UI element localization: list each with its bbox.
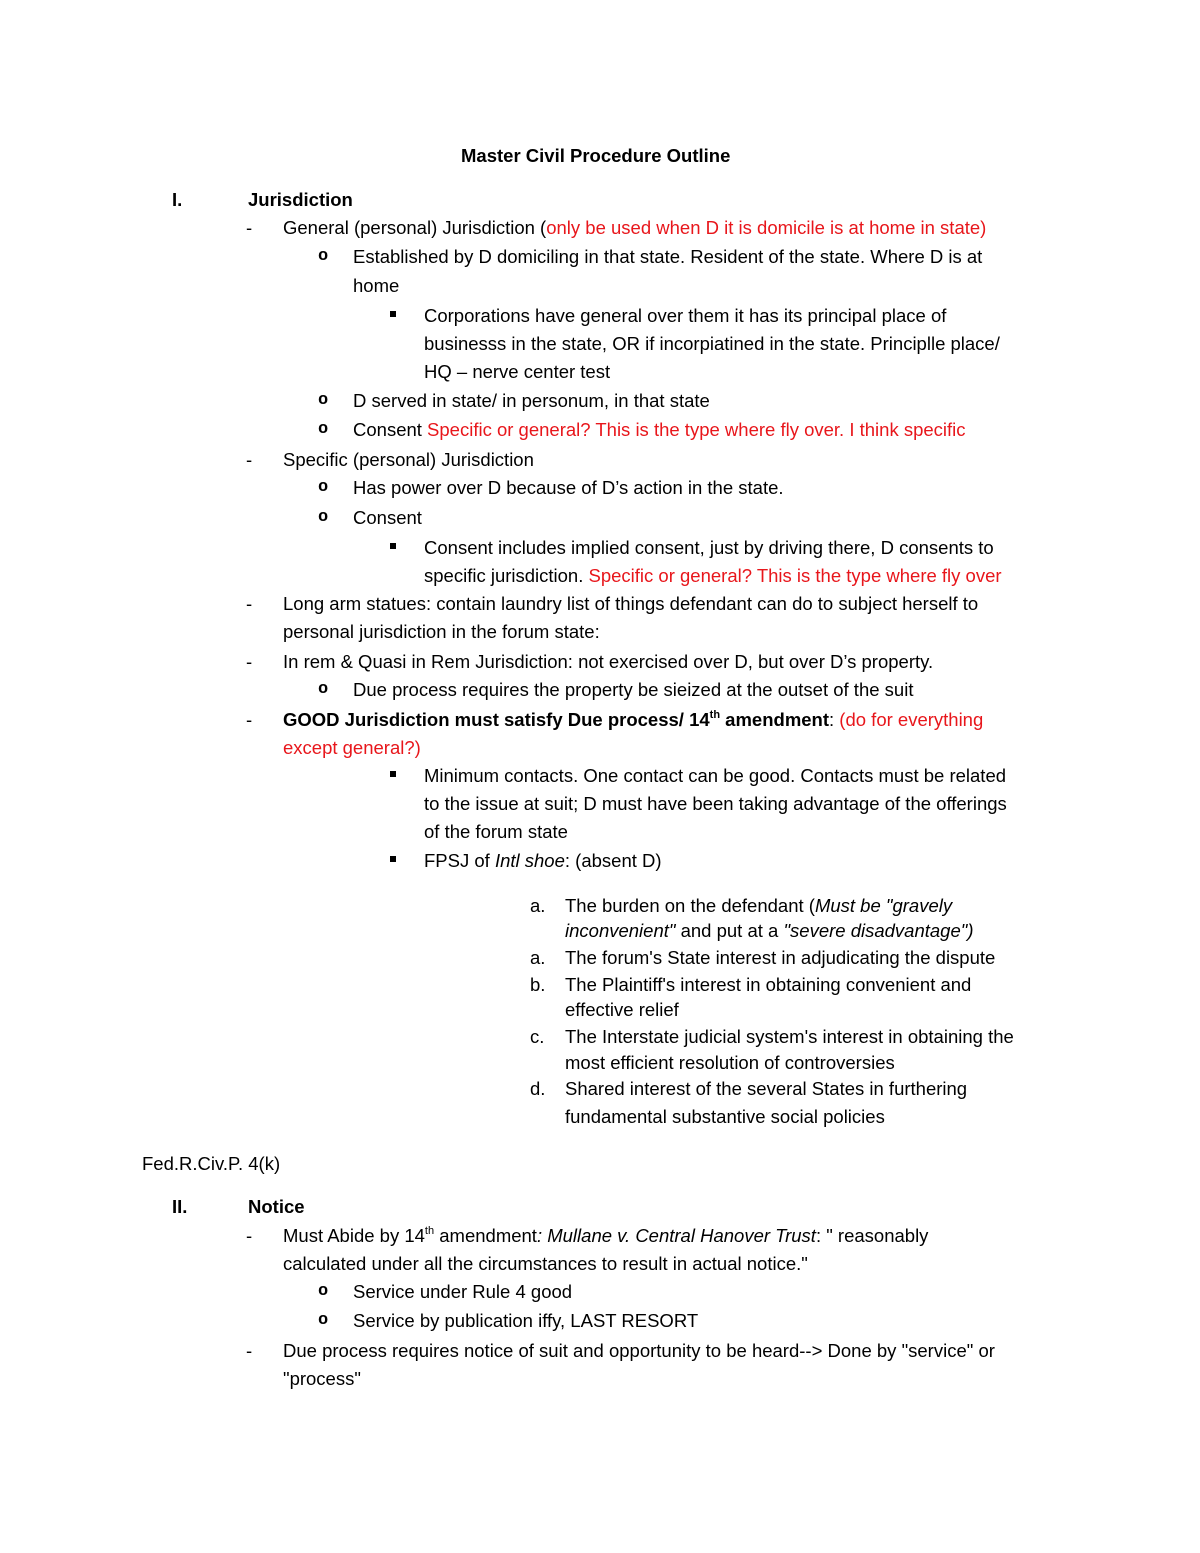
service-publication-item: Service by publication iffy, LAST RESORT xyxy=(353,1310,699,1331)
colon: : xyxy=(829,709,840,730)
section-heading-jurisdiction: Jurisdiction xyxy=(248,189,353,210)
section-numeral-1: I. xyxy=(172,189,183,210)
fpsj-item xyxy=(424,847,662,875)
fed-rule-reference: Fed.R.Civ.P. 4(k) xyxy=(142,1153,281,1174)
fpsj-case: Intl shoe xyxy=(494,850,565,871)
dash-bullet: - xyxy=(246,593,253,614)
superscript: th xyxy=(424,1224,435,1237)
due-process-line1: Due process requires notice of suit and opportunity to be heard--> Done by "service" or xyxy=(283,1340,995,1361)
superscript: th xyxy=(709,708,721,721)
circle-bullet-icon: o xyxy=(318,420,329,439)
corporations-line2: businesss in the state, OR if incorpiatined in the state. Principlle place/ xyxy=(424,333,1000,354)
consent-note: Specific or general? This is the type where fly over. I think specific xyxy=(427,419,966,440)
circle-bullet-icon: o xyxy=(318,1311,329,1330)
circle-bullet-icon: o xyxy=(318,1282,329,1301)
established-line1: Established by D domiciling in that state. Resident of the state. Where D is at xyxy=(353,246,983,267)
implied-consent-note: Specific or general? This is the type where fly over xyxy=(583,565,1002,586)
minimum-contacts-line2: to the issue at suit; D must have been taking advantage of the offerings xyxy=(424,793,1007,814)
dash-bullet: - xyxy=(246,1340,253,1361)
factor-burden-line2 xyxy=(565,918,974,944)
circle-bullet-icon: o xyxy=(318,391,329,410)
consent-item-2: Consent xyxy=(353,507,422,528)
minimum-contacts-line3: of the forum state xyxy=(424,821,568,842)
circle-bullet-icon: o xyxy=(318,478,329,497)
factor-burden-text: The burden on the defendant ( xyxy=(565,895,815,916)
good-jurisdiction-bold-2: amendment xyxy=(720,709,830,730)
established-line2: home xyxy=(353,275,400,296)
abide-amendment: amendment xyxy=(434,1225,537,1246)
abide-text: Must Abide by 14 xyxy=(283,1225,425,1246)
dash-bullet: - xyxy=(246,651,253,672)
consent-label: Consent xyxy=(353,419,428,440)
general-jurisdiction-text: General (personal) Jurisdiction ( xyxy=(283,217,547,238)
circle-bullet-icon: o xyxy=(318,680,329,699)
fpsj-note: : (absent D) xyxy=(564,850,662,871)
general-jurisdiction-item xyxy=(283,214,986,242)
service-rule4-item: Service under Rule 4 good xyxy=(353,1281,573,1302)
dash-bullet: - xyxy=(246,1225,253,1246)
square-bullet-icon xyxy=(390,543,396,549)
factor-burden-italic-3: "severe disadvantage") xyxy=(783,920,974,941)
implied-consent-text: specific jurisdiction. xyxy=(424,565,584,586)
factor-forum-state: The forum's State interest in adjudicating the dispute xyxy=(565,947,996,968)
factor-shared-line2: fundamental substantive social policies xyxy=(565,1106,885,1127)
factor-letter: b. xyxy=(530,974,546,995)
good-jurisdiction-line1 xyxy=(283,706,983,734)
good-jurisdiction-bold: GOOD Jurisdiction must satisfy Due process/ 14 xyxy=(283,709,710,730)
abide-case: : Mullane v. Central Hanover Trust xyxy=(536,1225,816,1246)
consent-item xyxy=(353,416,966,444)
factor-shared-line1: Shared interest of the several States in furthering xyxy=(565,1078,968,1099)
factor-plaintiff-line2: effective relief xyxy=(565,999,679,1020)
dash-bullet: - xyxy=(246,449,253,470)
implied-consent-line2 xyxy=(424,562,1002,590)
good-jurisdiction-note: (do for everything xyxy=(839,709,984,730)
factor-interstate-line1: The Interstate judicial system's interest in obtaining the xyxy=(565,1026,1014,1047)
due-process-line2: "process" xyxy=(283,1368,361,1389)
abide-quote: : " reasonably xyxy=(815,1225,929,1246)
good-jurisdiction-line2: except general?) xyxy=(283,737,421,758)
factor-burden-mid: and put at a xyxy=(675,920,784,941)
corporations-line3: HQ – nerve center test xyxy=(424,361,611,382)
factor-burden-italic-2: inconvenient" xyxy=(565,920,676,941)
section-numeral-2: II. xyxy=(172,1196,188,1217)
factor-letter: c. xyxy=(530,1026,545,1047)
long-arm-line2: personal jurisdiction in the forum state: xyxy=(283,621,600,642)
square-bullet-icon xyxy=(390,856,396,862)
fpsj-label: FPSJ of xyxy=(424,850,495,871)
dash-bullet: - xyxy=(246,709,253,730)
circle-bullet-icon: o xyxy=(318,247,329,266)
in-rem-item: In rem & Quasi in Rem Jurisdiction: not exercised over D, but over D’s property. xyxy=(283,651,934,672)
factor-burden-italic: Must be "gravely xyxy=(814,895,953,916)
factor-letter: a. xyxy=(530,947,546,968)
implied-consent-line1: Consent includes implied consent, just by driving there, D consents to xyxy=(424,537,994,558)
factor-interstate-line2: most efficient resolution of controversies xyxy=(565,1052,895,1073)
page-title: Master Civil Procedure Outline xyxy=(461,145,731,166)
square-bullet-icon xyxy=(390,771,396,777)
factor-letter: a. xyxy=(530,895,546,916)
power-item: Has power over D because of D’s action in the state. xyxy=(353,477,784,498)
abide-line2: calculated under all the circumstances to result in actual notice." xyxy=(283,1253,808,1274)
section-heading-notice: Notice xyxy=(248,1196,305,1217)
square-bullet-icon xyxy=(390,311,396,317)
due-process-property-item: Due process requires the property be sieized at the outset of the suit xyxy=(353,679,914,700)
served-item: D served in state/ in personum, in that state xyxy=(353,390,710,411)
factor-plaintiff-line1: The Plaintiff's interest in obtaining convenient and xyxy=(565,974,972,995)
general-jurisdiction-note: only be used when D it is domicile is at home in state) xyxy=(546,217,987,238)
circle-bullet-icon: o xyxy=(318,508,329,527)
dash-bullet: - xyxy=(246,217,253,238)
abide-line1 xyxy=(283,1222,928,1250)
corporations-line1: Corporations have general over them it has its principal place of xyxy=(424,305,947,326)
minimum-contacts-line1: Minimum contacts. One contact can be good. Contacts must be related xyxy=(424,765,1007,786)
specific-jurisdiction-item: Specific (personal) Jurisdiction xyxy=(283,449,534,470)
long-arm-line1: Long arm statues: contain laundry list of things defendant can do to subject herself to xyxy=(283,593,979,614)
factor-letter: d. xyxy=(530,1078,546,1099)
factor-burden-line1 xyxy=(565,893,952,919)
